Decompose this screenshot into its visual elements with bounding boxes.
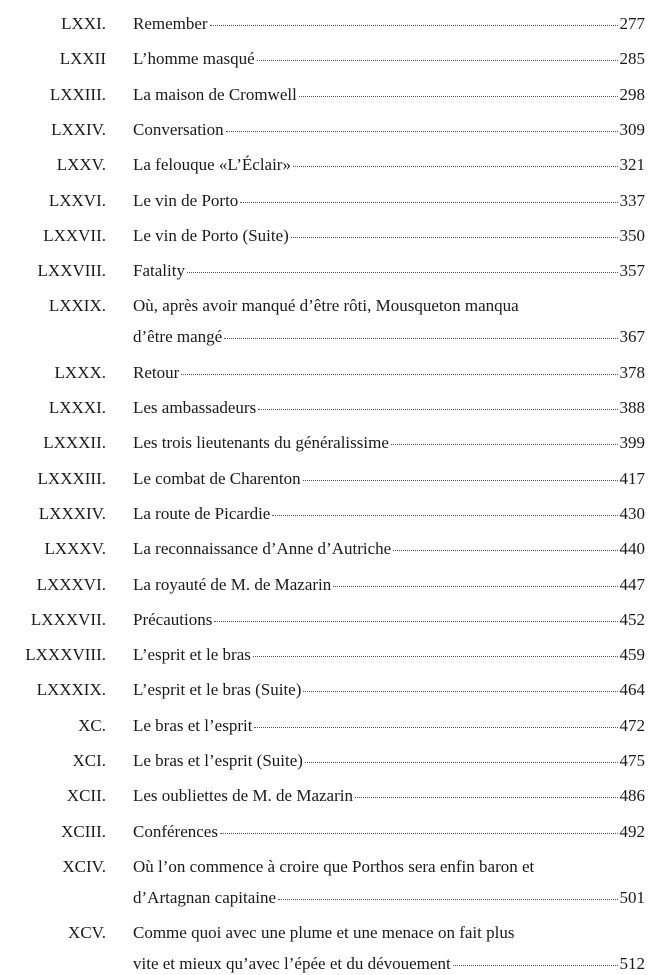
- chapter-number: LXXVIII.: [37, 261, 106, 281]
- dot-leader: [299, 96, 618, 97]
- dot-leader: [453, 965, 618, 966]
- page-number: 492: [619, 821, 645, 841]
- dot-leader: [303, 691, 617, 692]
- page-number: 357: [619, 261, 645, 281]
- page-number: 486: [619, 786, 645, 806]
- dot-leader: [253, 656, 618, 657]
- chapter-number: XCI.: [72, 751, 106, 770]
- chapter-title-block: [133, 856, 645, 909]
- chapter-title-block: [133, 574, 645, 596]
- page-number: 452: [619, 609, 645, 629]
- chapter-title-block: [133, 821, 645, 843]
- chapter-number: XC.: [78, 715, 106, 735]
- dot-leader: [278, 899, 617, 900]
- dot-leader: [305, 762, 618, 763]
- dot-leader: [303, 480, 618, 481]
- chapter-number: LXXXI.: [48, 398, 106, 417]
- chapter-title-block: [133, 13, 645, 35]
- dot-leader: [393, 550, 617, 551]
- chapter-title-block: [133, 785, 645, 807]
- chapter-title-block: [133, 84, 645, 106]
- dot-leader: [391, 444, 618, 445]
- chapter-number: LXXVI.: [48, 190, 106, 210]
- chapter-number: XCIV.: [62, 856, 106, 876]
- dot-leader: [220, 833, 618, 834]
- page-number: 472: [619, 715, 645, 735]
- page-number: 388: [619, 398, 645, 417]
- chapter-title-block: [133, 225, 645, 247]
- chapter-title: L’esprit et le bras: [133, 645, 251, 665]
- page-number: 447: [619, 574, 645, 594]
- chapter-number: LXXXIV.: [38, 503, 106, 523]
- chapter-number: LXXXIII.: [37, 468, 106, 488]
- page-number: 367: [619, 327, 645, 347]
- chapter-number: LXXIII.: [49, 84, 106, 104]
- chapter-number: LXXXII.: [43, 433, 106, 453]
- chapter-title: Le combat de Charenton: [133, 468, 301, 488]
- page-number: 337: [619, 190, 645, 210]
- page-number: 309: [619, 119, 645, 139]
- chapter-title: Conférences: [133, 821, 218, 841]
- chapter-title-block: [133, 538, 645, 560]
- chapter-title-block: [133, 468, 645, 490]
- page-number: 417: [619, 468, 645, 488]
- page-number: 378: [619, 362, 645, 382]
- chapter-title-block: [133, 190, 645, 212]
- chapter-title-block: [133, 260, 645, 282]
- chapter-title: Les trois lieutenants du généralissime: [133, 433, 389, 453]
- page-number: 277: [619, 14, 645, 33]
- chapter-number: LXXXIX.: [36, 680, 106, 700]
- chapter-title-block: [133, 679, 645, 701]
- chapter-number: LXXIX.: [48, 296, 106, 316]
- chapter-title-block: [133, 750, 645, 772]
- chapter-number: LXXIV.: [51, 119, 106, 139]
- chapter-title-block: [133, 503, 645, 525]
- chapter-title-block: [133, 609, 645, 631]
- chapter-title-block: [133, 644, 645, 666]
- dot-leader: [181, 374, 617, 375]
- dot-leader: [226, 131, 618, 132]
- page-number: 350: [619, 225, 645, 245]
- chapter-number: LXXXVI.: [36, 574, 106, 594]
- dot-leader: [293, 166, 618, 167]
- page-number: 298: [619, 84, 645, 104]
- dot-leader: [272, 515, 617, 516]
- chapter-title: Le vin de Porto (Suite): [133, 225, 289, 245]
- chapter-number: XCV.: [68, 923, 106, 943]
- chapter-title: Le vin de Porto: [133, 190, 239, 210]
- page-number: 512: [619, 954, 645, 974]
- chapter-title-block: [133, 432, 645, 454]
- chapter-title-continued: vite et mieux qu’avec l’épée et du dévouement: [133, 954, 451, 974]
- page-number: 285: [619, 49, 645, 69]
- chapter-title: Les oubliettes de M. de Mazarin: [133, 786, 353, 806]
- page-number: 321: [619, 155, 645, 175]
- dot-leader: [355, 797, 618, 798]
- chapter-number: LXXVII.: [43, 225, 106, 245]
- chapter-title: Comme quoi avec une plume et une menace on fait plus: [133, 923, 515, 943]
- chapter-number: LXXXV.: [44, 539, 106, 559]
- chapter-title: L’homme masqué: [133, 49, 255, 69]
- dot-leader: [214, 621, 617, 622]
- page-number: 440: [619, 539, 645, 559]
- chapter-title: Le bras et l’esprit (Suite): [133, 751, 303, 770]
- page-number: 475: [619, 751, 645, 770]
- page-number: 430: [619, 503, 645, 523]
- dot-leader: [333, 586, 617, 587]
- chapter-title: La reconnaissance d’Anne d’Autriche: [133, 539, 392, 559]
- chapter-title-block: [133, 715, 645, 737]
- dot-leader: [258, 409, 617, 410]
- dot-leader: [224, 338, 617, 339]
- chapter-title: La maison de Cromwell: [133, 84, 297, 104]
- chapter-number: LXXV.: [56, 155, 106, 175]
- chapter-number: XCIII.: [61, 821, 106, 841]
- dot-leader: [257, 60, 618, 61]
- chapter-title: Le bras et l’esprit: [133, 715, 253, 735]
- chapter-title-block: [133, 397, 645, 419]
- page-number: 399: [619, 433, 645, 453]
- chapter-title: La route de Picardie: [133, 503, 271, 523]
- chapter-title-block: [133, 362, 645, 384]
- chapter-title: La royauté de M. de Mazarin: [133, 574, 332, 594]
- chapter-title: Précautions: [133, 609, 213, 629]
- chapter-title-block: [133, 154, 645, 176]
- chapter-number: XCII.: [66, 786, 106, 806]
- chapter-number: LXXX.: [54, 362, 106, 382]
- chapter-title: Conversation: [133, 119, 224, 139]
- chapter-title-block: [133, 119, 645, 141]
- dot-leader: [291, 237, 618, 238]
- chapter-title-continued: d’Artagnan capitaine: [133, 887, 277, 907]
- chapter-title: Fatality: [133, 261, 185, 281]
- chapter-number: LXXXVII.: [30, 609, 106, 629]
- page-number: 464: [619, 680, 645, 700]
- dot-leader: [187, 272, 618, 273]
- chapter-title-block: [133, 48, 645, 70]
- chapter-title: Remember: [133, 14, 208, 33]
- chapter-title-block: [133, 922, 645, 975]
- chapter-number: LXXXVIII.: [25, 645, 106, 665]
- chapter-title: Où, après avoir manqué d’être rôti, Mousqueton manqua: [133, 296, 519, 316]
- page-number: 459: [619, 645, 645, 665]
- chapter-title: L’esprit et le bras (Suite): [133, 680, 302, 700]
- chapter-title: Où l’on commence à croire que Porthos sera enfin baron et: [133, 856, 535, 876]
- dot-leader: [240, 202, 617, 203]
- chapter-title: Retour: [133, 362, 180, 382]
- dot-leader: [254, 727, 617, 728]
- chapter-number: LXXII: [59, 49, 106, 69]
- chapter-title: La felouque «L’Éclair»: [133, 155, 291, 175]
- chapter-title-continued: d’être mangé: [133, 327, 223, 347]
- chapter-number: LXXI.: [61, 14, 106, 33]
- page-number: 501: [619, 887, 645, 907]
- dot-leader: [210, 25, 618, 26]
- chapter-title: Les ambassadeurs: [133, 398, 257, 417]
- chapter-title-block: [133, 295, 645, 348]
